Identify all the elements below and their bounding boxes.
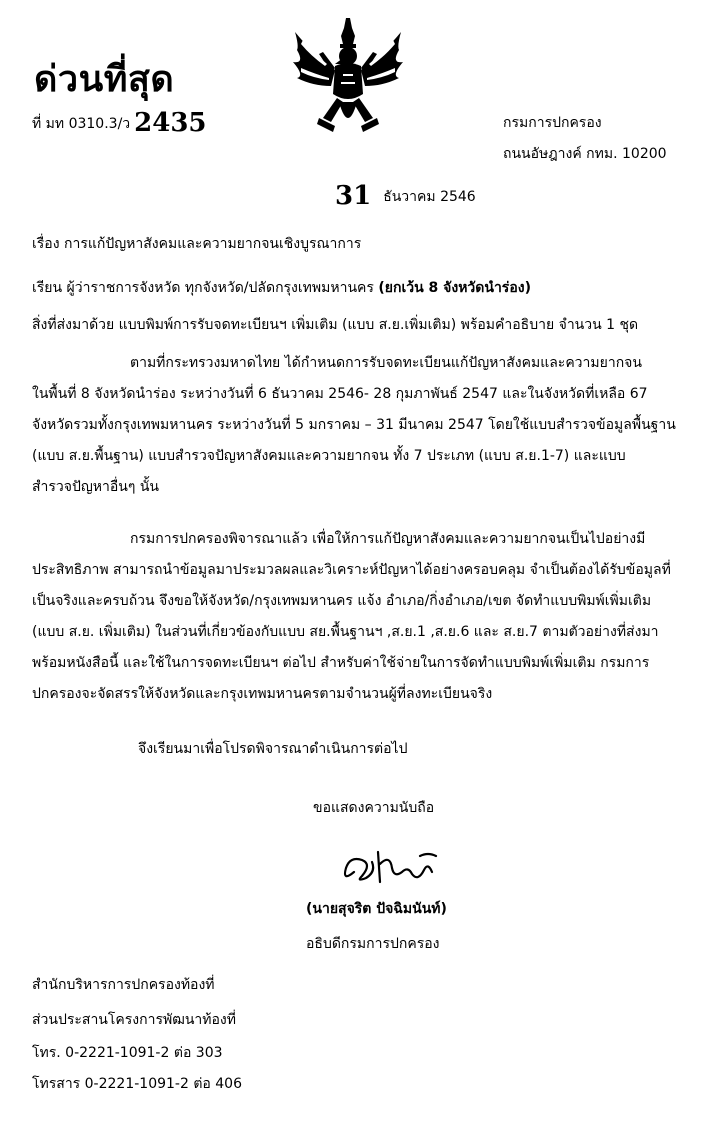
footer-office: สำนักบริหารการปกครองท้องที่ xyxy=(32,977,215,993)
addressee-exception: (ยกเว้น 8 จังหวัดนำร่อง) xyxy=(378,280,531,296)
paragraph-line: ในพื้นที่ 8 จังหวัดนำร่อง ระหว่างวันที่ 6 ธันวาคม 2546- 28 กุมภาพันธ์ 2547 และในจังหวัดที่เหลือ 67 xyxy=(32,386,648,402)
reference-line xyxy=(32,108,207,138)
reference-number: 2435 xyxy=(134,108,207,138)
paragraph-line: เป็นจริงและครบถ้วน จึงขอให้จังหวัด/กรุงเทพมหานคร แจ้ง อำเภอ/กิ่งอำเภอ/เขต จัดทำแบบพิมพ์เพิ่มเติม xyxy=(32,593,652,609)
paragraph-line: ปกครองจะจัดสรรให้จังหวัดและกรุงเทพมหานครตามจำนวนผู้ที่ลงทะเบียนจริง xyxy=(32,686,493,702)
paragraph-line: (แบบ ส.ย. เพิ่มเติม) ในส่วนที่เกี่ยวข้องกับแบบ สย.พื้นฐานฯ ,ส.ย.1 ,ส.ย.6 และ ส.ย.7 ตามตัวอย่างที่ส่งมา xyxy=(32,624,659,640)
body-paragraph-1 xyxy=(32,348,692,503)
enclosure-line: สิ่งที่ส่งมาด้วย แบบพิมพ์การรับจดทะเบียนฯ เพิ่มเติม (แบบ ส.ย.เพิ่มเติม) พร้อมคำอธิบาย จำนวน 1 ชุด xyxy=(32,317,639,333)
addressee: เรียน ผู้ว่าราชการจังหวัด ทุกจังหวัด/ปลัดกรุงเทพมหานคร xyxy=(32,280,374,296)
paragraph-line: จังหวัดรวมทั้งกรุงเทพมหานคร ระหว่างวันที่ 5 มกราคม – 31 มีนาคม 2547 โดยใช้แบบสำรวจข้อมูลพื้นฐาน xyxy=(32,417,676,433)
paragraph-line: พร้อมหนังสือนี้ และใช้ในการจดทะเบียนฯ ต่อไป สำหรับค่าใช้จ่ายในการจัดทำแบบพิมพ์เพิ่มเติม กรมการ xyxy=(32,655,650,671)
date-day: 31 xyxy=(335,181,372,211)
subject-line: เรื่อง การแก้ปัญหาสังคมและความยากจนเชิงบูรณาการ xyxy=(32,236,362,252)
issuing-agency: กรมการปกครอง xyxy=(503,115,602,131)
letter-date xyxy=(335,181,476,211)
garuda-emblem-icon xyxy=(283,14,413,144)
closing-line: จึงเรียนมาเพื่อโปรดพิจารณาดำเนินการต่อไป xyxy=(138,741,408,757)
body-paragraph-2 xyxy=(32,524,692,710)
footer-phone: โทร. 0-2221-1091-2 ต่อ 303 xyxy=(32,1045,223,1061)
paragraph-line: ประสิทธิภาพ สามารถนำข้อมูลมาประมวลผลและวิเคราะห์ปัญหาได้อย่างครอบคลุม จำเป็นต้องได้รับข้อมูลที่ xyxy=(32,562,671,578)
paragraph-line: (แบบ ส.ย.พื้นฐาน) แบบสำรวจปัญหาสังคมและความยากจน ทั้ง 7 ประเภท (แบบ ส.ย.1-7) และแบบ xyxy=(32,448,626,464)
urgency-heading: ด่วนที่สุด xyxy=(34,59,175,100)
footer-fax: โทรสาร 0-2221-1091-2 ต่อ 406 xyxy=(32,1076,242,1092)
reference-prefix: ที่ มท 0310.3/ว xyxy=(32,116,131,132)
signatory-name: (นายสุจริต ปัจฉิมนันท์) xyxy=(306,901,447,917)
agency-address: ถนนอัษฎางค์ กทม. 10200 xyxy=(503,146,667,162)
paragraph-line: ตามที่กระทรวงมหาดไทย ได้กำหนดการรับจดทะเบียนแก้ปัญหาสังคมและความยากจน xyxy=(130,355,642,371)
paragraph-line: กรมการปกครองพิจารณาแล้ว เพื่อให้การแก้ปัญหาสังคมและความยากจนเป็นไปอย่างมี xyxy=(130,531,646,547)
addressee-line xyxy=(32,277,531,299)
signatory-title: อธิบดีกรมการปกครอง xyxy=(306,936,440,952)
handwritten-signature-icon xyxy=(332,842,452,890)
regards-line: ขอแสดงความนับถือ xyxy=(313,800,435,816)
paragraph-line: สำรวจปัญหาอื่นๆ นั้น xyxy=(32,479,159,495)
footer-division: ส่วนประสานโครงการพัฒนาท้องที่ xyxy=(32,1012,236,1028)
date-month-year: ธันวาคม 2546 xyxy=(383,189,476,205)
